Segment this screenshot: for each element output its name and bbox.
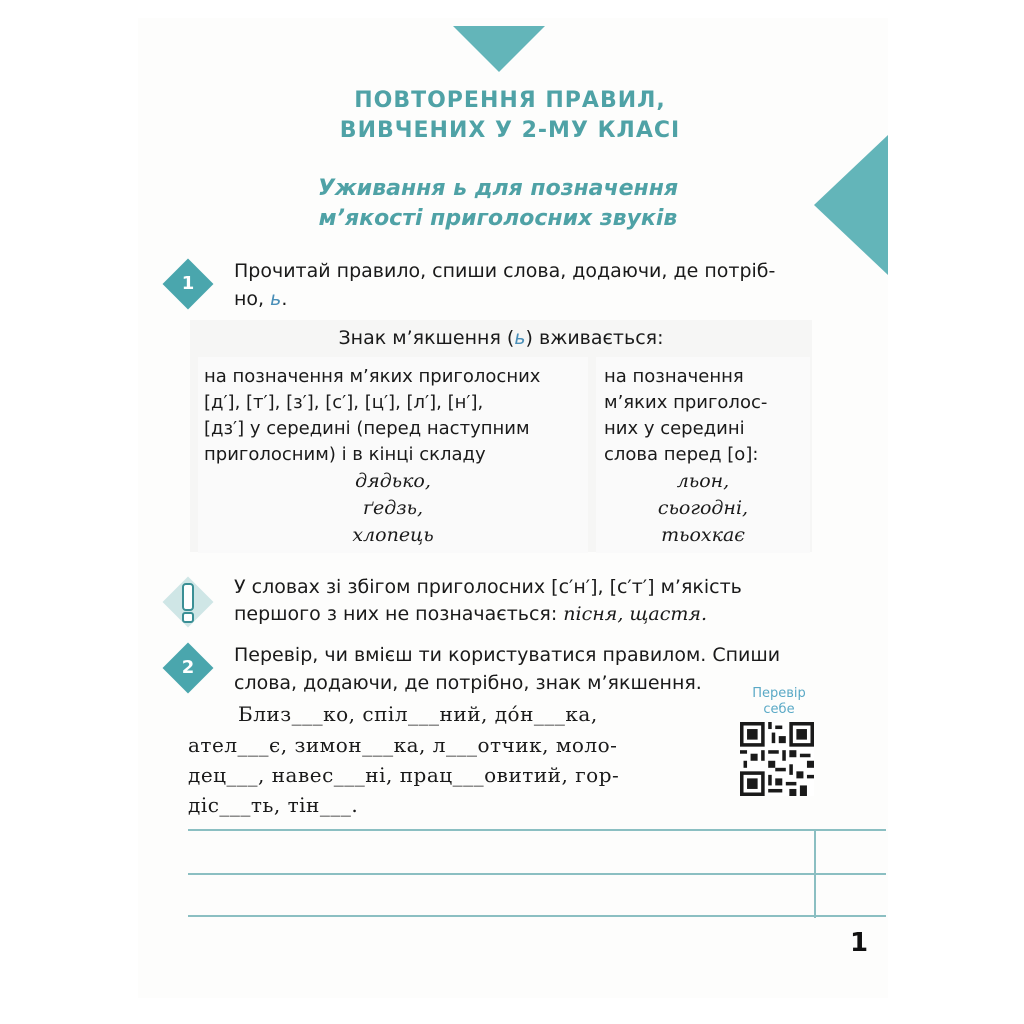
task-2-text-line-1: Перевір, чи вмієш ти користуватися правилом. Спиши xyxy=(234,644,781,666)
rule-right-line: на позначення xyxy=(604,366,744,387)
task-1-text-b: . xyxy=(281,288,288,310)
task-1-number: 1 xyxy=(181,273,195,294)
task-1-text-line-2 xyxy=(234,286,287,313)
rule-left-example: ґедзь, xyxy=(362,497,424,519)
rule-right-line: слова перед [о]: xyxy=(604,444,759,465)
rule-left-line: приголосним) і в кінці складу xyxy=(204,444,486,465)
task-1-text-line-1: Прочитай правило, спиши слова, додаючи, де потріб- xyxy=(234,260,776,282)
section-title-line-1: ПОВТОРЕННЯ ПРАВИЛ, xyxy=(354,88,666,113)
check-label-line-2: себе xyxy=(763,702,795,717)
exercise-line: діс___ть, тін___. xyxy=(188,793,359,817)
rule-left-line: [д′], [т′], [з′], [с′], [ц′], [л′], [н′], xyxy=(204,392,484,413)
rule-right-line: них у середині xyxy=(604,418,745,439)
qr-code-icon[interactable] xyxy=(740,722,814,796)
task-2-number: 2 xyxy=(181,657,195,678)
rule-left-example: хлопець xyxy=(352,524,434,546)
soft-sign-symbol: ь xyxy=(270,288,282,310)
rule-heading-b: ) вживається: xyxy=(525,327,664,349)
rule-left-line: на позначення м’яких приголосних xyxy=(204,366,541,387)
rule-left-line: [дз′] у середині (перед наступним xyxy=(204,418,530,439)
exercise-line: Близ___ко, спіл___ний, до́н___ка, xyxy=(238,702,598,726)
note-line-2 xyxy=(234,601,707,628)
exclamation-icon xyxy=(176,580,200,624)
page-number: 1 xyxy=(850,928,869,958)
note-line-1: У словах зі збігом приголосних [с′н′], [с′т′] м’якість xyxy=(234,576,742,598)
note-examples: пісня, щастя. xyxy=(563,603,708,625)
exercise-line: дец___, навес___ні, прац___овитий, гор- xyxy=(188,763,620,787)
check-label-line-1: Перевір xyxy=(752,686,806,701)
rule-heading-sign: ь xyxy=(514,327,526,349)
section-title-line-2: ВИВЧЕНИХ У 2-МУ КЛАСІ xyxy=(339,118,681,143)
rule-left-example: дядько, xyxy=(355,470,431,492)
exercise-line: ател___є, зимон___ка, л___отчик, моло- xyxy=(188,733,618,757)
rule-right-line: м’яких приголос- xyxy=(604,392,768,413)
margin-line xyxy=(814,830,816,918)
rule-heading-a: Знак м’якшення ( xyxy=(338,327,515,349)
decorative-triangle-top xyxy=(453,26,545,72)
task-1-text-a: но, xyxy=(234,288,265,310)
writing-line xyxy=(188,915,886,917)
writing-line xyxy=(188,873,886,875)
task-2-text-line-2: слова, додаючи, де потрібно, знак м’якшення. xyxy=(234,672,702,694)
check-yourself-label xyxy=(744,686,814,718)
writing-line xyxy=(188,829,886,831)
topic-title-line-2: м’якості приголосних звуків xyxy=(318,206,678,231)
topic-title-line-1: Уживання ь для позначення xyxy=(317,176,679,201)
rule-right-example: сьогодні, xyxy=(657,497,749,519)
note-line-2-a: першого з них не позначається: xyxy=(234,603,558,625)
decorative-triangle-right xyxy=(814,135,888,275)
rule-heading xyxy=(190,327,812,349)
rule-right-example: льон, xyxy=(676,470,730,492)
rule-right-example: тьохкає xyxy=(661,524,745,546)
